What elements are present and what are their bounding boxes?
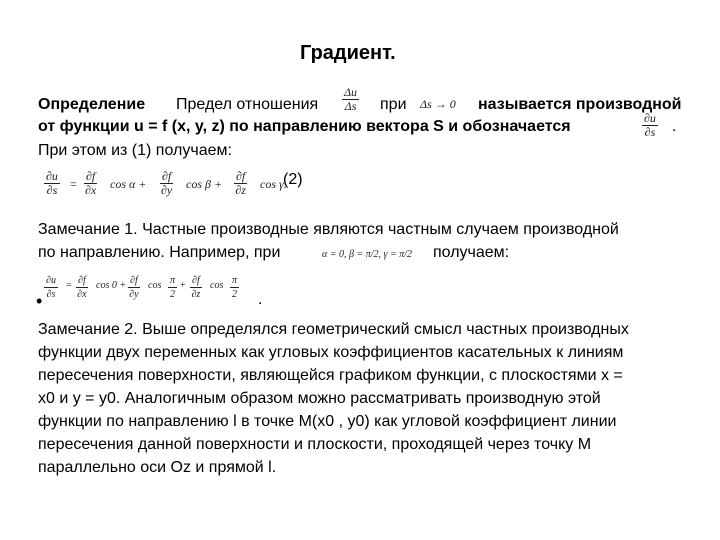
- r1-pi-frac-2: [230, 274, 239, 301]
- r1-dy: ∂y: [129, 289, 139, 300]
- r1-df1: ∂f: [78, 275, 86, 286]
- formula2-ds: ∂s: [46, 183, 58, 197]
- formula2-label: (2): [283, 171, 303, 188]
- r1-dz: ∂z: [191, 289, 201, 300]
- r1-two-2: 2: [232, 289, 237, 300]
- formula2-dx: ∂x: [85, 183, 97, 197]
- remark2-line6: пересечения данной поверхности и плоскости, проходящей через точку М: [38, 436, 592, 453]
- r1-term2: [128, 274, 140, 301]
- r1-pi-frac-1: [168, 274, 177, 301]
- deriv-numerator: ∂u: [644, 111, 656, 125]
- definition-when: при: [380, 96, 407, 113]
- formula2-cos-alpha: cos α +: [110, 177, 147, 191]
- definition-text-2: называется производной: [478, 96, 682, 113]
- r1-df3: ∂f: [192, 275, 200, 286]
- definition-period: .: [672, 118, 677, 135]
- r1-term3: [190, 274, 202, 301]
- formula2-cos-beta: cos β +: [186, 177, 223, 191]
- ratio-denominator: Δs: [344, 99, 357, 113]
- r1-cos-b: cos: [210, 280, 224, 291]
- formula2-du: ∂u: [46, 169, 58, 183]
- deriv-denominator: ∂s: [644, 125, 656, 139]
- formula2-dy: ∂y: [161, 183, 173, 197]
- bullet: •: [36, 291, 43, 311]
- r1-cos0: cos 0 +: [96, 280, 127, 291]
- formula2-term2: [160, 170, 173, 197]
- ratio-numerator: Δu: [344, 85, 358, 99]
- r1-two-1: 2: [170, 289, 175, 300]
- directional-derivative-fraction: [642, 112, 658, 139]
- r1-ds: ∂s: [46, 289, 56, 300]
- definition-term: Определение: [38, 96, 146, 113]
- r1-du: ∂u: [46, 275, 56, 286]
- r1-dx: ∂x: [77, 289, 87, 300]
- remark1-condition: α = 0, β = π/2, γ = π/2: [322, 249, 412, 260]
- formula2-df3: ∂f: [236, 169, 246, 183]
- formula2-term3: [234, 170, 247, 197]
- r1-lhs: [44, 274, 58, 301]
- r1-pi-1: π: [170, 275, 176, 286]
- remark1-line2b: получаем:: [433, 244, 510, 261]
- limit-condition: Δs → 0: [420, 97, 456, 111]
- r1-pi-2: π: [232, 275, 238, 286]
- definition-text-3: от функции u = f (x, y, z) по направлению вектора S и обозначается: [38, 118, 571, 135]
- r1-cos-a: cos: [148, 280, 162, 291]
- formula2-df1: ∂f: [86, 169, 96, 183]
- remark2-line5: функции по направлению l в точке M(x0 , y0) как угловой коэффициент линии: [38, 413, 617, 430]
- definition-text-1: Предел отношения: [176, 96, 319, 113]
- ratio-fraction: [342, 86, 359, 113]
- formula2-dz: ∂z: [235, 183, 246, 197]
- remark1-line1: Замечание 1. Частные производные являются частным случаем производной: [38, 221, 619, 238]
- formula2-eq: =: [70, 177, 77, 191]
- page-title: Градиент.: [300, 42, 396, 64]
- remark2-line3: пересечения поверхности, являющейся графиком функции, с плоскостями x =: [38, 367, 623, 384]
- formula2-lhs: [44, 170, 60, 197]
- r1-eq: =: [66, 280, 72, 291]
- r1-term1: [76, 274, 88, 301]
- remark2-line7: параллельно оси Oz и прямой l.: [38, 459, 277, 476]
- formula2-cos-gamma: cos γ.: [260, 177, 287, 191]
- formula2-term1: [84, 170, 97, 197]
- r1-period: .: [258, 291, 263, 308]
- r1-plus: +: [180, 280, 186, 291]
- obtain-text: При этом из (1) получаем:: [38, 142, 232, 159]
- remark2-line4: x0 и y = y0. Аналогичным образом можно рассматривать производную этой: [38, 390, 601, 407]
- remark2-line1: Замечание 2. Выше определялся геометрический смысл частных производных: [38, 321, 629, 338]
- remark2-line2: функции двух переменных как угловых коэффициентов касательных к линиям: [38, 344, 624, 361]
- remark1-line2a: по направлению. Например, при: [38, 244, 281, 261]
- formula2-df2: ∂f: [162, 169, 172, 183]
- r1-df2: ∂f: [130, 275, 138, 286]
